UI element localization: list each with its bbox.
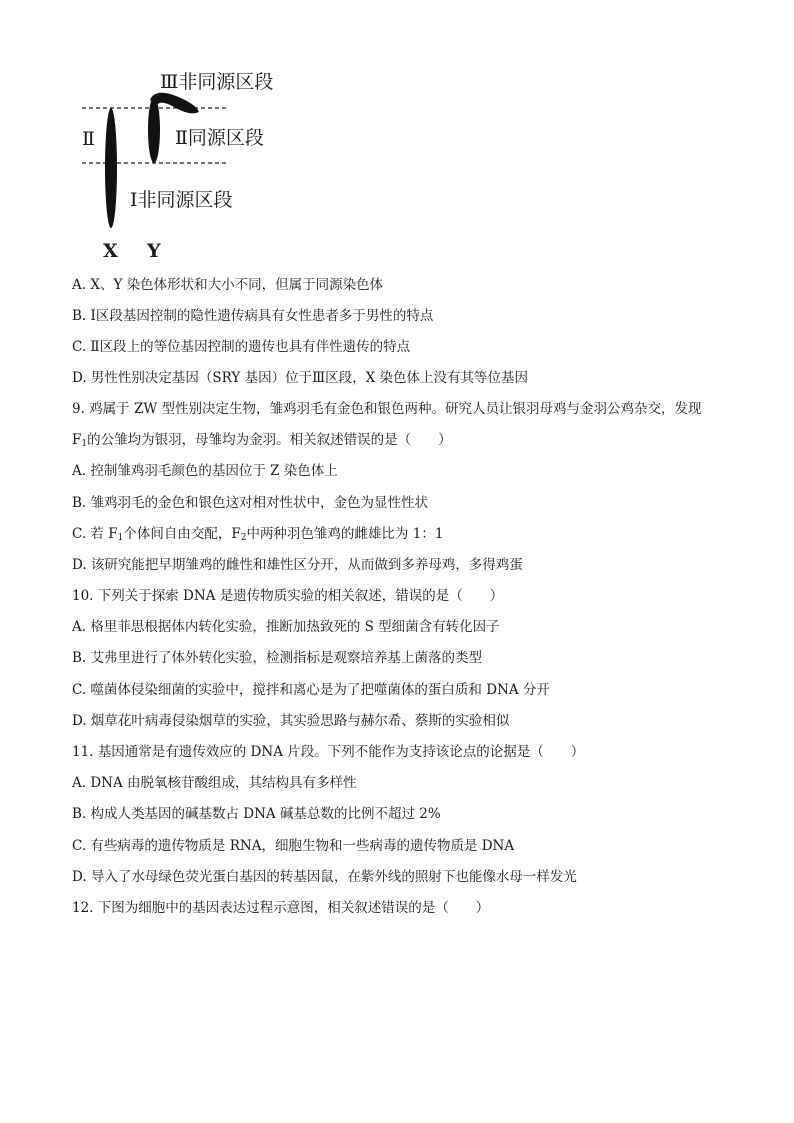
q9-option-c-part3: 中两种羽色雏鸡的雌雄比为 1：1 <box>246 526 444 542</box>
q11-option-d: D. 导入了水母绿色荧光蛋白基因的转基因鼠，在紫外线的照射下也能像水母一样发光 <box>72 869 577 885</box>
label-II-homologous: Ⅱ同源区段 <box>175 127 264 149</box>
q11-option-a: A. DNA 由脱氧核苷酸组成，其结构具有多样性 <box>72 775 357 791</box>
q9-stem-line2 <box>72 431 452 449</box>
q9-option-c-part1: C. 若 F <box>72 526 118 542</box>
q12-stem: 12. 下图为细胞中的基因表达过程示意图，相关叙述错误的是（ ） <box>72 900 490 916</box>
label-x: X <box>103 240 118 262</box>
q9-option-c-sub1: 1 <box>117 533 124 543</box>
q11-option-b: B. 构成人类基因的碱基数占 DNA 碱基总数的比例不超过 2% <box>72 806 441 822</box>
q10-option-d: D. 烟草花叶病毒侵染烟草的实验，其实验思路与赫尔希、蔡斯的实验相似 <box>72 713 510 729</box>
q8-option-d: D. 男性性别决定基因（SRY 基因）位于Ⅲ区段，X 染色体上没有其等位基因 <box>72 370 529 386</box>
q10-option-b: B. 艾弗里进行了体外转化实验，检测指标是观察培养基上菌落的类型 <box>72 650 483 666</box>
y-chromosome-short-arm <box>148 97 160 163</box>
q11-option-c: C. 有些病毒的遗传物质是 RNA，细胞生物和一些病毒的遗传物质是 DNA <box>72 838 515 854</box>
q10-stem: 10. 下列关于探索 DNA 是遗传物质实验的相关叙述，错误的是（ ） <box>72 588 504 604</box>
q8-option-a: A. X、Y 染色体形状和大小不同，但属于同源染色体 <box>72 277 384 293</box>
q9-stem-f: F <box>72 432 82 448</box>
q9-stem-rest: 的公雏均为银羽，母雏均为金羽。相关叙述错误的是（ ） <box>87 432 452 448</box>
chromosome-diagram <box>0 0 794 270</box>
x-chromosome <box>105 108 117 228</box>
q10-option-a: A. 格里菲思根据体内转化实验，推断加热致死的 S 型细菌含有转化因子 <box>72 619 500 635</box>
chromosome-drawing <box>0 0 794 270</box>
q9-stem-line1: 9. 鸡属于 ZW 型性别决定生物，雏鸡羽毛有金色和银色两种。研究人员让银羽母鸡与金羽公鸡杂交，发现 <box>72 401 702 417</box>
label-III-nonhomologous: Ⅲ非同源区段 <box>160 71 274 93</box>
q9-option-b: B. 雏鸡羽毛的金色和银色这对相对性状中，金色为显性性状 <box>72 495 429 511</box>
label-II-side: Ⅱ <box>82 128 95 150</box>
q10-option-c: C. 噬菌体侵染细菌的实验中，搅拌和离心是为了把噬菌体的蛋白质和 DNA 分开 <box>72 682 550 698</box>
q9-option-d: D. 该研究能把早期雏鸡的雌性和雄性区分开，从而做到多养母鸡，多得鸡蛋 <box>72 557 523 573</box>
q9-option-c-part2: 个体间自由交配，F <box>123 526 241 542</box>
label-I-nonhomologous: Ⅰ非同源区段 <box>130 189 233 211</box>
q9-option-a: A. 控制雏鸡羽毛颜色的基因位于 Z 染色体上 <box>72 463 338 479</box>
q9-option-c-sub2: 2 <box>240 533 247 543</box>
q11-stem: 11. 基因通常是有遗传效应的 DNA 片段。下列不能作为支持该论点的论据是（ ） <box>72 744 585 760</box>
q9-option-c <box>72 525 443 543</box>
q8-option-c: C. Ⅱ区段上的等位基因控制的遗传也具有伴性遗传的特点 <box>72 339 411 355</box>
q9-stem-sub: 1 <box>81 439 88 449</box>
label-y: Y <box>147 240 161 262</box>
q8-option-b: B. Ⅰ区段基因控制的隐性遗传病具有女性患者多于男性的特点 <box>72 308 434 324</box>
